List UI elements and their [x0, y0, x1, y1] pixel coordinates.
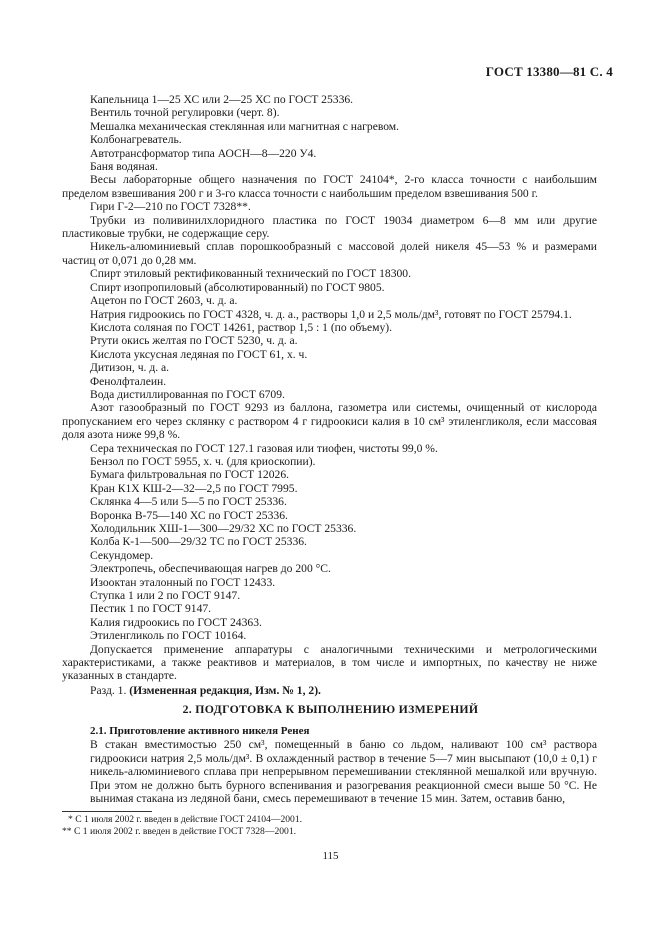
amendment-note — [90, 684, 597, 697]
list-item: Азот газообразный по ГОСТ 9293 из баллона, газометра или системы, очищенный от кислорода пропусканием его через склянку с раствором 4 г гидроокиси калия в 10 см³ этиленгликоля, если массовая доля азота ниже 99,8 %. — [62, 401, 597, 442]
list-item: Дитизон, ч. д. а. — [90, 361, 170, 375]
list-item: Трубки из поливинилхлоридного пластика по ГОСТ 19034 диаметром 6—8 мм или другие пластиковые трубки, не содержащие серу. — [62, 213, 597, 241]
list-item: Баня водяная. — [90, 160, 158, 174]
list-item: Весы лабораторные общего назначения по ГОСТ 24104*, 2-го класса точности с наибольшим пределом взвешивания 200 г и 3-го класса точности с наибольшим пределом взвешивания 500 г. — [62, 173, 597, 200]
list-item: Допускается применение аппаратуры с аналогичными техническими и метрологическими характеристиками, а также реактивов и материалов, в том числе и импортных, по качеству не ниже указанных в стандарте. — [62, 642, 597, 683]
list-item: Автотрансформатор типа АОСН—8—220 У4. — [90, 146, 317, 160]
list-item: Колба К-1—500—29/32 ТС по ГОСТ 25336. — [90, 535, 307, 549]
list-item: Склянка 4—5 или 5—5 по ГОСТ 25336. — [90, 495, 287, 509]
page-number: 115 — [322, 850, 339, 862]
list-item: Ртути окись желтая по ГОСТ 5230, ч. д. а. — [90, 334, 298, 348]
amendment-text: (Измененная редакция, Изм. № 1, 2). — [129, 683, 321, 697]
list-item: Кислота уксусная ледяная по ГОСТ 61, х. ч. — [90, 347, 308, 361]
list-item: Спирт этиловый ректификованный технический по ГОСТ 18300. — [90, 267, 412, 281]
amendment-prefix: Разд. 1. — [90, 683, 127, 697]
list-item: Мешалка механическая стеклянная или магнитная с нагревом. — [90, 119, 400, 133]
subsection-text: В стакан вместимостью 250 см³, помещенный в баню со льдом, наливают 100 см³ раствора гидроокиси натрия 2,5 моль/дм³. В охлажденный раствор в течение 5—7 мин высыпают (10,0 ± 0,1) г никель-алюминиевого сплава при непрерывном перемешивании стеклянной мешалкой или вручную. При этом не должно быть бурного вспенивания и разогревания реакционной смеси выше 50 °С. Не вынимая стакана из ледяной бани, смесь перемешивают в течение 15 мин. Затем, оставив баню, — [90, 738, 597, 806]
list-item: Кран К1Х КШ-2—32—2,5 по ГОСТ 7995. — [90, 481, 298, 495]
list-item: Бумага фильтровальная по ГОСТ 12026. — [90, 468, 290, 482]
list-item: Натрия гидроокись по ГОСТ 4328, ч. д. а., растворы 1,0 и 2,5 моль/дм³, готовят по ГОСТ 25794.1. — [90, 307, 572, 321]
list-item: Ацетон по ГОСТ 2603, ч. д. а. — [90, 294, 238, 308]
list-item: Спирт изопропиловый (абсолютированный) по ГОСТ 9805. — [90, 280, 385, 294]
list-item: Фенолфталеин. — [90, 374, 167, 388]
list-item: Холодильник ХШ-1—300—29/32 ХС по ГОСТ 25336. — [90, 522, 357, 535]
list-item: Ступка 1 или 2 по ГОСТ 9147. — [90, 589, 241, 603]
list-item: Секундомер. — [90, 548, 154, 562]
footnote-2: ** С 1 июля 2002 г. введен в действие ГОСТ 7328—2001. — [62, 826, 297, 837]
list-item: Электропечь, обеспечивающая нагрев до 200 °С. — [90, 562, 331, 576]
list-item: Калия гидроокись по ГОСТ 24363. — [90, 615, 262, 629]
subsection-heading-line — [90, 724, 597, 738]
list-item: Бензол по ГОСТ 5955, х. ч. (для криоскопии). — [90, 454, 316, 468]
list-item: Сера техническая по ГОСТ 127.1 газовая или тиофен, чистоты 99,0 %. — [90, 441, 438, 455]
footnote-1: * С 1 июля 2002 г. введен в действие ГОСТ 24104—2001. — [68, 814, 303, 825]
footnote-rule — [62, 811, 152, 812]
list-item: Вода дистиллированная по ГОСТ 6709. — [90, 387, 285, 401]
list-item: Кислота соляная по ГОСТ 14261, раствор 1,5 : 1 (по объему). — [90, 320, 393, 334]
list-item: Вентиль точной регулировки (черт. 8). — [90, 106, 280, 120]
subsection-heading: 2.1. Приготовление активного никеля Ренея — [90, 725, 310, 737]
list-item: Пестик 1 по ГОСТ 9147. — [90, 602, 212, 616]
page-header: ГОСТ 13380—81 С. 4 — [485, 64, 613, 79]
equipment-list — [62, 93, 597, 697]
footnotes — [62, 814, 602, 838]
list-item: Капельница 1—25 ХС или 2—25 ХС по ГОСТ 25336. — [90, 93, 354, 106]
list-item: Колбонагреватель. — [90, 133, 182, 147]
subsection — [90, 724, 597, 805]
list-item: Гири Г-2—210 по ГОСТ 7328**. — [90, 200, 251, 214]
list-item: Изооктан эталонный по ГОСТ 12433. — [90, 575, 276, 589]
list-item: Воронка В-75—140 ХС по ГОСТ 25336. — [90, 508, 288, 522]
list-item: Этиленгликоль по ГОСТ 10164. — [90, 629, 247, 643]
list-item: Никель-алюминиевый сплав порошкообразный с массовой долей никеля 45—53 % и размерами частиц от 0,071 до 0,28 мм. — [62, 240, 597, 267]
section-title: 2. ПОДГОТОВКА К ВЫПОЛНЕНИЮ ИЗМЕРЕНИЙ — [182, 702, 479, 716]
